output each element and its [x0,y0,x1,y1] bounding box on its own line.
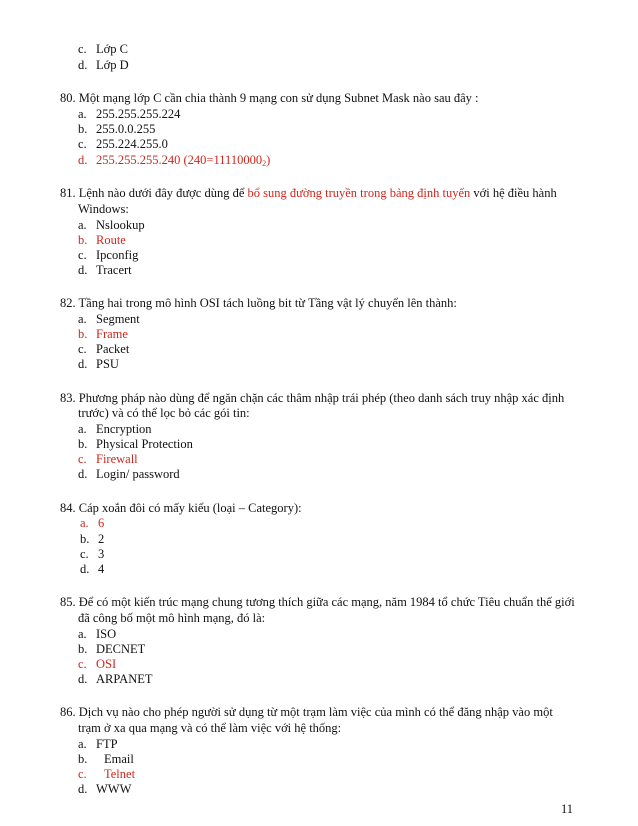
option-c: c. Lớp C [78,42,128,56]
option-a: a. Nslookup [78,218,145,232]
option-a: a. FTP [78,737,118,751]
question-83: 83. Phương pháp nào dùng để ngăn chặn các thâm nhập trái phép (theo danh sách truy nhập xác định [60,391,565,405]
option-d: d. WWW [78,782,132,796]
option-d: d. Login/ password [78,467,180,481]
question-81-line2: Windows: [78,202,129,216]
option-d: d. Lớp D [78,58,129,72]
option-c-answer: c. Firewall [78,452,138,466]
option-a: a. Segment [78,312,140,326]
option-b-answer: b. Frame [78,327,128,341]
option-b: b. DECNET [78,642,146,656]
option-c: c. Ipconfig [78,248,139,262]
option-b-answer: b. Route [78,233,126,247]
question-84: 84. Cáp xoắn đôi có mấy kiểu (loại – Category): [60,501,302,515]
question-82: 82. Tầng hai trong mô hình OSI tách luồng bit từ Tầng vật lý chuyển lên thành: [60,296,457,310]
question-86-line2: trạm ở xa qua mạng và có thể làm việc với hệ thống: [78,721,342,735]
option-c-answer: c. OSI [78,657,117,671]
option-d: d. PSU [78,357,119,371]
question-81: 81. Lệnh nào dưới đây được dùng để bổ sung đường truyền trong bảng định tuyến với hệ điều hành [60,186,557,200]
option-a-answer: a. 6 [80,516,105,530]
option-c: c. 3 [80,547,105,561]
option-d-answer: d. 255.255.255.240 $(240=11110000_2)$ [78,153,271,168]
option-b: b. Email [78,752,134,766]
option-a: a. ISO [78,627,117,641]
option-b: b. 2 [80,532,105,546]
option-c-answer: c. Telnet [78,767,136,781]
option-d: d. ARPANET [78,672,153,686]
option-a: a. Encryption [78,422,152,436]
question-85: 85. Để có một kiến trúc mạng chung tương thích giữa các mạng, năm 1984 tổ chức Tiêu chuẩn thế giới [60,595,575,609]
option-a: a. 255.255.255.224 [78,107,181,121]
question-83-line2: trước) và có thể lọc bỏ các gói tin: [78,406,250,420]
page-number: 11 [561,802,574,816]
question-85-line2: đã công bố một mô hình mạng, đó là: [78,611,266,625]
option-d: d. Tracert [78,263,132,277]
option-c: c. 255.224.255.0 [78,137,168,151]
option-b: b. 255.0.0.255 [78,122,156,136]
option-b: b. Physical Protection [78,437,193,451]
question-86: 86. Dịch vụ nào cho phép người sử dụng từ một trạm làm việc của mình có thể đăng nhập vào một [60,705,553,719]
option-d: d. 4 [80,562,105,576]
question-80: 80. Một mạng lớp C cần chia thành 9 mạng con sử dụng Subnet Mask nào sau đây : [60,91,479,105]
option-c: c. Packet [78,342,130,356]
